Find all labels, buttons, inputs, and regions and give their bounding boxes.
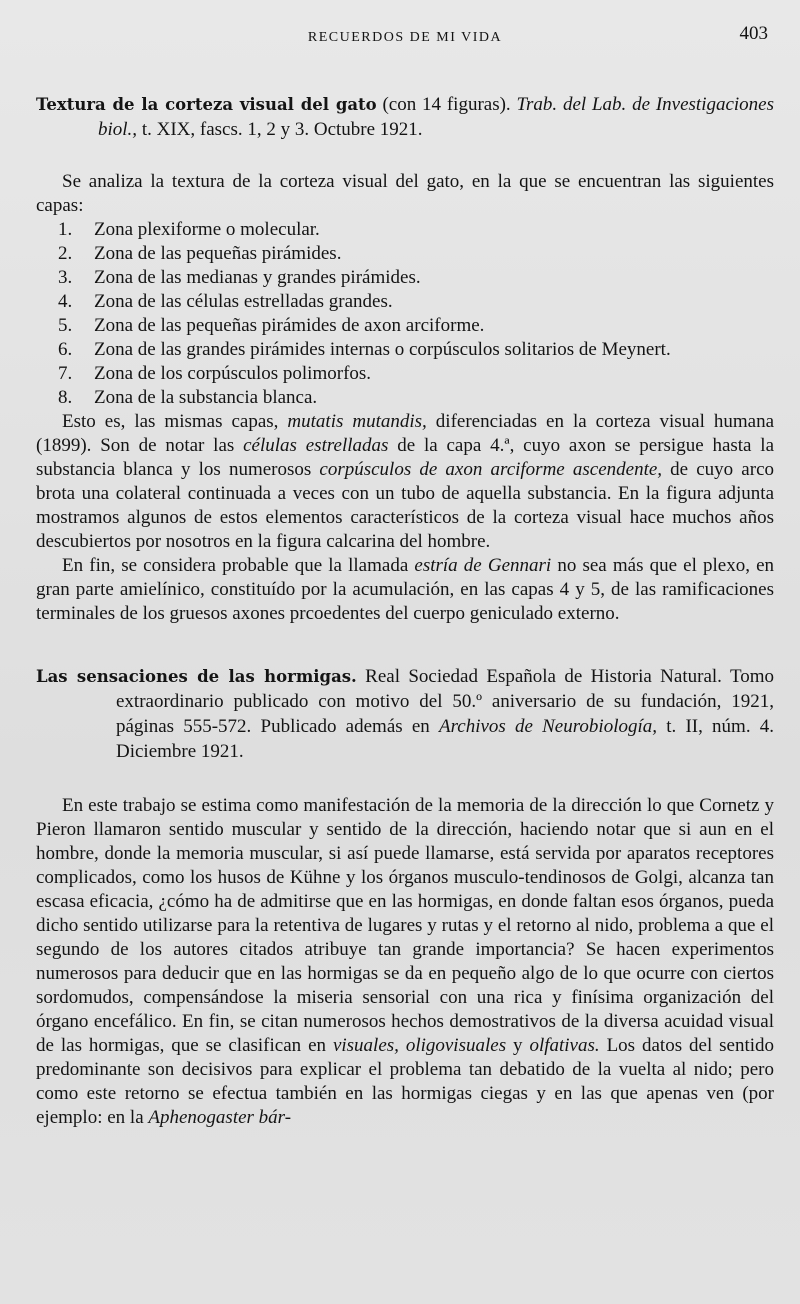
list-item: 5. Zona de las pequeñas pirámides de axon arciforme. [58,315,485,336]
running-title: RECUERDOS DE MI VIDA [307,30,503,45]
entry-figures: (con 14 figuras). [382,94,511,115]
page-header [36,0,774,70]
list-item: 3. Zona de las medianas y grandes pirámides. [58,267,421,288]
entry-body [36,170,774,626]
list-item: 6. Zona de las grandes pirámides internas o corpúsculos solitarios de Meynert. [58,339,671,360]
layer-list [36,218,774,410]
entry-title: Las sensaciones de las hormigas. [36,667,357,686]
entry-details: Tomo extraordinario publicado con motivo del 50.º aniversario de su fundación, 1921, páginas 555-572. Publicado además en [116,666,774,737]
body-paragraph: Esto es, las mismas capas, mutatis mutandis, diferenciadas en la corteza visual humana (1899). Son de notar las células estrelladas de la capa 4.ª, cuyo axon se persigue hasta la substancia blanca y los numerosos corpúsculos de axon arciforme ascendente, de cuyo arco brota una colateral continuada a veces con un tubo de aquella substancia. En la figura adjunta mostramos algunos de estos elementos característicos de la corteza visual hace muchos años descubiertos por nosotros en la figura calcarina del hombre. [36,411,775,552]
body-paragraph: En este trabajo se estima como manifestación de la memoria de la dirección lo que Cornetz y Pieron llamaron sentido muscular y sentido de la dirección, haciendo notar que si aun en el hombre, donde la memoria muscular, si así puede llamarse, está servida por aparatos receptores complicados, como los husos de Kühne y los órganos musculo-tendinosos de Golgi, alcanza tan escasa eficacia, ¿cómo ha de admitirse que en las hormigas, en donde faltan esos órganos, pueda dicho sentido utilizarse para la retentiva de lugares y rutas y el retorno al nido, problema a que el segundo de los autores citados atribuye tan grande importancia? Se hacen experimentos numerosos para deducir que en las hormigas se da en pequeño algo de lo que ocurre con ciertos sordomudos, compensándose la miseria sensorial con una rica y finísima organización del órgano encefálico. En fin, se citan numerosos hechos demostrativos de la diversa acuidad visual de las hormigas, que se clasifican en visuales, oligovisuales y olfativas. Los datos del sentido predominante son decisivos para explicar el problema tan debatido de la vuelta al nido; pero como este retorno se efectua también en las hormigas ciegas y en las que apenas ven (por ejemplo: en la Aphenogaster bár- [36,795,775,1128]
list-item: 1. Zona plexiforme o molecular. [58,219,320,240]
list-item: 8. Zona de la substancia blanca. [58,387,318,408]
entry-title: Textura de la corteza visual del gato [36,95,377,114]
page-number: 403 [739,23,768,44]
entry-journal: Trab. del Lab. de Investigaciones biol., [98,94,775,140]
list-item: 2. Zona de las pequeñas pirámides. [58,243,342,264]
entry-journal: Archivos de Neurobiología, [438,716,658,737]
entry-issue: t. II, núm. 4. Diciembre 1921. [116,716,775,762]
list-item: 4. Zona de las células estrelladas grandes. [58,291,393,312]
list-item: 7. Zona de los corpúsculos polimorfos. [58,363,372,384]
entry-heading [36,664,774,764]
body-paragraph: En fin, se considera probable que la llamada estría de Gennari no sea más que el plexo, en gran parte amielínico, constituído por la acumulación, en las capas 4 y 5, de las ramificaciones terminales de los gruesos axones prcoedentes del cuerpo geniculado externo. [36,555,775,624]
entry-details: t. XIX, fascs. 1, 2 y 3. Octubre 1921. [141,119,423,140]
entry-heading [36,92,774,142]
entry-ants [36,664,774,1130]
entry-body [36,794,774,1130]
intro-paragraph: Se analiza la textura de la corteza visual del gato, en la que se encuentran las siguientes capas: [36,171,774,216]
entry-cortex [36,92,774,626]
entry-society: Real Sociedad Española de Historia Natural. [365,666,722,687]
